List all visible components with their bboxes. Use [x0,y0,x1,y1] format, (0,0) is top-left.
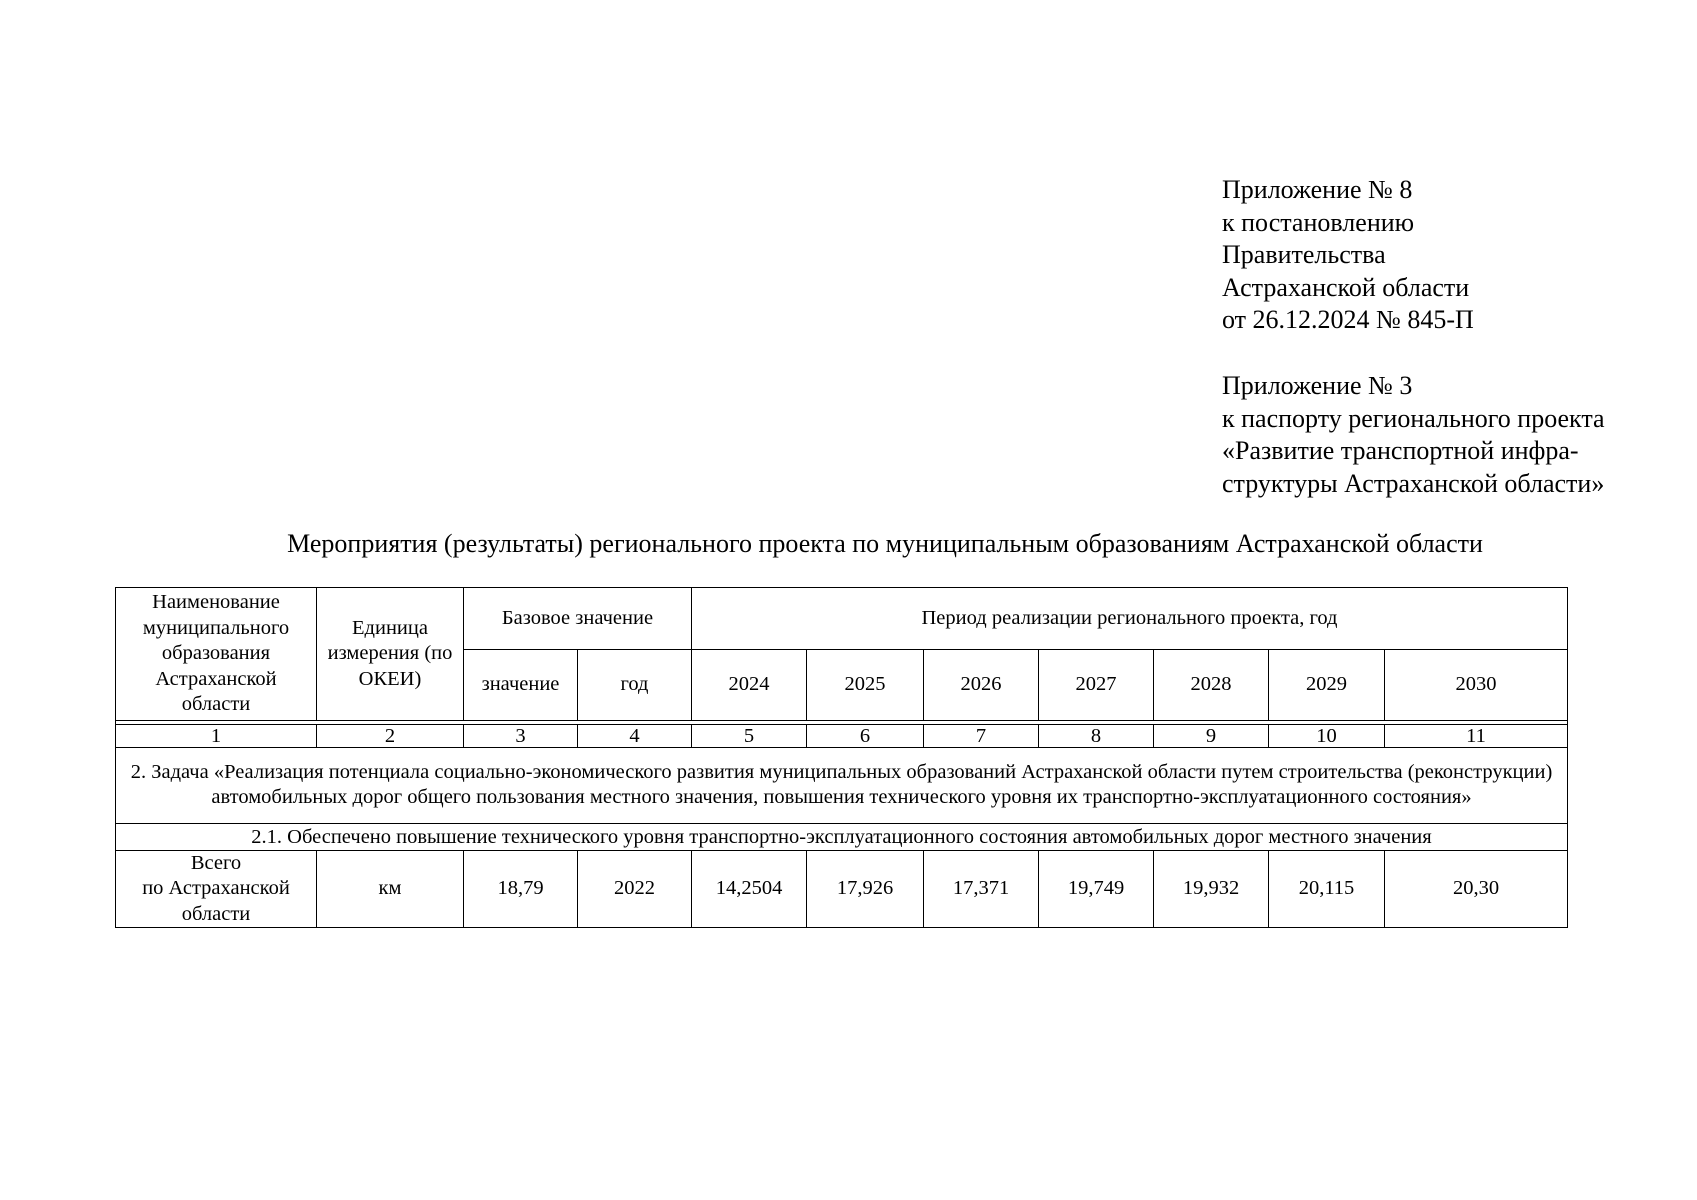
header-year-2024: 2024 [692,649,807,720]
row-municipality-line: по Астраханской [142,877,290,899]
annex-main-line: Правительства [1222,240,1386,269]
column-number: 6 [807,724,924,747]
header-unit: Единица измерения (по ОКЕИ) [317,588,464,721]
row-municipality-line: области [181,902,251,925]
column-number: 11 [1385,724,1568,747]
header-year-2029: 2029 [1269,649,1385,720]
row-value-2030: 20,30 [1385,850,1568,928]
document-title: Мероприятия (результаты) регионального проекта по муниципальным образованиям Астраханской области [287,529,1483,558]
annex-main-line: Астраханской области [1222,272,1470,302]
annex-passport-line: Приложение № 3 [1222,371,1413,400]
column-number: 1 [116,724,317,747]
header-year-2026: 2026 [924,649,1039,720]
column-number: 7 [924,724,1039,747]
column-number: 10 [1269,724,1385,747]
row-value-2028: 19,932 [1154,850,1269,928]
row-base-year: 2022 [578,850,692,928]
annex-main-block [1222,174,1474,337]
annex-main-line: к постановлению [1222,207,1415,237]
column-number: 4 [578,724,692,747]
header-municipality: Наименование муниципального образования Астраханской области [116,588,317,721]
header-period: Период реализации регионального проекта, год [692,588,1568,650]
annex-passport-line: «Развитие транспортной инфра- [1222,436,1579,465]
header-year-2030: 2030 [1385,649,1568,720]
header-base: Базовое значение [464,588,692,650]
annex-passport-line: структуры Астраханской области» [1222,468,1605,498]
column-number: 8 [1039,724,1154,747]
task-row: 2. Задача «Реализация потенциала социально-экономического развития муниципальных образований Астраханской области путем строительства (реконструкции) автомобильных дорог общего пользования местного значения, повышения технического уровня их транспортно-эксплуатационного состояния» [116,747,1568,823]
column-number: 2 [317,724,464,747]
annex-passport-line: к паспорту регионального проекта [1222,403,1605,433]
result-row: 2.1. Обеспечено повышение технического уровня транспортно-эксплуатационного состояния автомобильных дорог местного значения [116,823,1568,850]
header-base-year: год [578,649,692,720]
column-number: 9 [1154,724,1269,747]
header-year-2027: 2027 [1039,649,1154,720]
row-value-2026: 17,371 [924,850,1039,928]
header-base-value: значение [464,649,578,720]
row-unit: км [317,850,464,928]
annex-passport-block [1222,370,1605,500]
row-municipality [116,850,317,928]
row-value-2025: 17,926 [807,850,924,928]
table-row [116,850,1568,928]
column-number: 5 [692,724,807,747]
row-base-value: 18,79 [464,850,578,928]
results-table-wrapper [115,587,1568,928]
column-number: 3 [464,724,578,747]
header-year-2028: 2028 [1154,649,1269,720]
row-municipality-line: Всего [190,851,242,874]
results-table [115,587,1568,928]
annex-main-line: Приложение № 8 [1222,175,1413,204]
row-value-2029: 20,115 [1269,850,1385,928]
column-number-row [116,724,1568,747]
annex-main-line: от 26.12.2024 № 845-П [1222,305,1474,334]
row-value-2024: 14,2504 [692,850,807,928]
header-year-2025: 2025 [807,649,924,720]
row-value-2027: 19,749 [1039,850,1154,928]
